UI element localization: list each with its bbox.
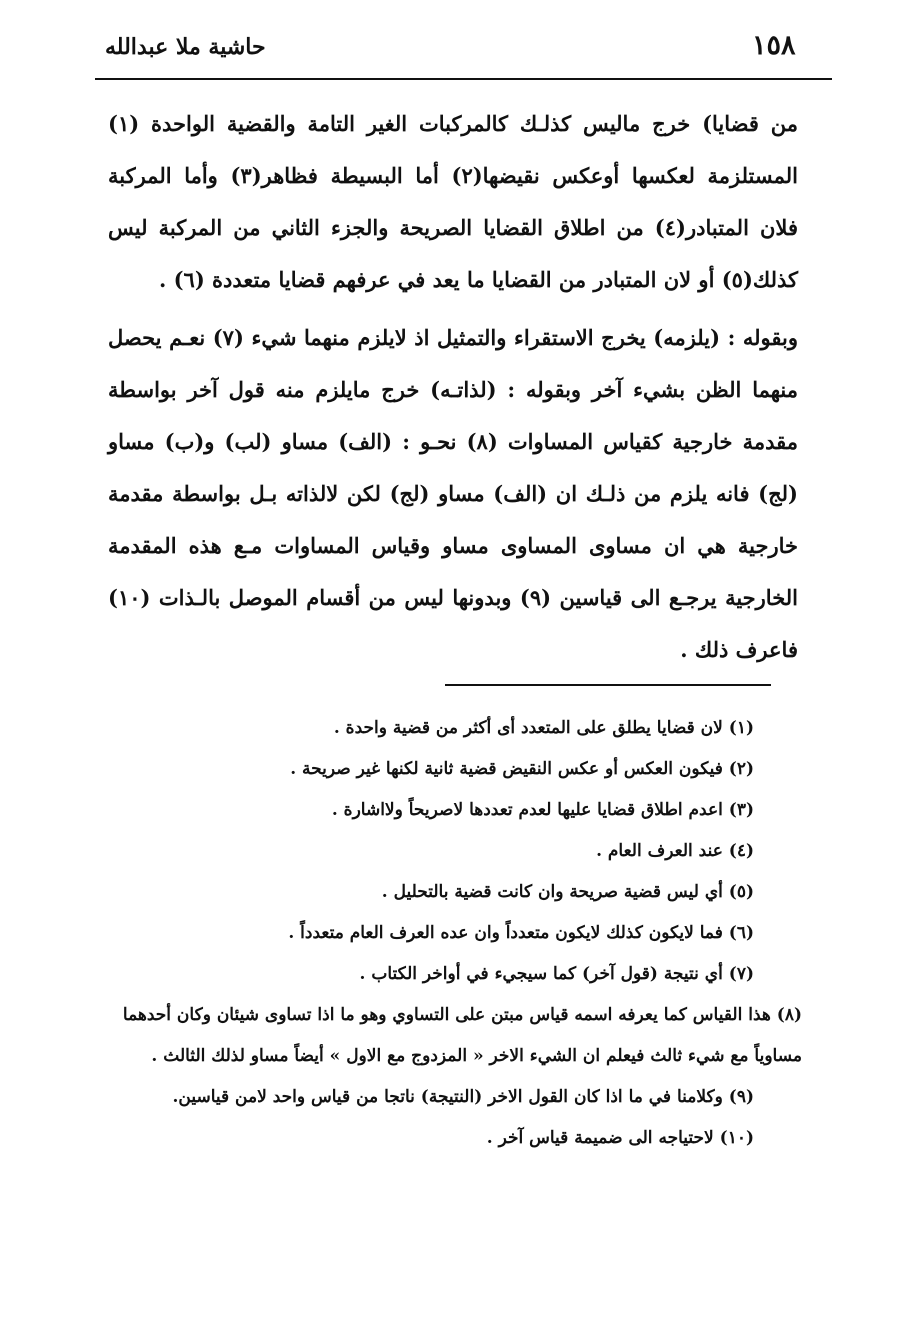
footnote-4: (٤) عند العرف العام . (596, 841, 754, 861)
footnote-separator (445, 684, 771, 686)
header-rule (95, 78, 832, 80)
running-title: حاشية ملا عبدالله (105, 34, 266, 60)
main-text (108, 98, 798, 676)
footnote-7: (٧) أي نتيجة (قول آخر) كما سيجيء في أواخر الكتاب . (359, 964, 754, 984)
footnotes (95, 708, 802, 1159)
footnote-8: (٨) هذا القياس كما يعرفه اسمه قياس مبتن على التساوي وهو ما اذا تساوى شيئان وكان أحدهما مساوياً مع شيء ثالث فيعلم ان الشيء الاخر « المزدوج مع الاول » أيضاً مساو لذلك الثالث . (122, 1005, 802, 1066)
footnote-5: (٥) أي ليس قضية صريحة وان كانت قضية بالتحليل . (381, 882, 754, 902)
footnote-9: (٩) وكلامنا في ما اذا كان القول الاخر (النتيجة) ناتجا من قياس واحد لامن قياسين. (172, 1087, 754, 1107)
page-number: ١٥٨ (752, 30, 796, 61)
paragraph: وبقوله : (يلزمه) يخرج الاستقراء والتمثيل اذ لايلزم منهما شيء (٧) نعـم يحصل منهما الظن بشيء آخر وبقوله : (لذاتـه) خرج مايلزم منه قول آخر بواسطة مقدمة خارجية كقياس المساوات (٨) نحـو : (الف) مساو (لب) و(ب) مساو (لج) فانه يلزم من ذلـك ان (الف) مساو (لج) لكن لالذاته بـل بواسطة مقدمة خارجية هي ان مساوى المساوى مساو وقياس المساوات مـع هذه المقدمة الخارجية يرجـع الى قياسين (٩) وبدونها ليس من أقسام الموصل بالـذات (١٠) فاعرف ذلك . (108, 325, 799, 662)
footnote-2: (٢) فيكون العكس أو عكس النقيض قضية ثانية لكنها غير صريحة . (290, 759, 754, 779)
footnote-6: (٦) فما لايكون كذلك لايكون متعدداً وان عده العرف العام متعدداً . (288, 923, 754, 943)
footnote-1: (١) لان قضايا يطلق على المتعدد أى أكثر من قضية واحدة . (333, 718, 754, 738)
footnote-3: (٣) اعدم اطلاق قضايا عليها لعدم تعددها لاصريحاً ولااشارة . (331, 800, 754, 820)
paragraph: من قضايا) خرج ماليس كذلـك كالمركبات الغير التا‍ﻣﺔ والقضية الواحدة (١) المستلزمة لعكسها أوعكس نقيضها(٢) أما البسيطة فظاهر(٣) وأما المركبة فلان المتبادر(٤) من اطلاق القضايا الصريحة والجزء الثاني من المركبة ليس كذلك(٥) أو لان المتبادر من القضايا ما يعد في عرفهم قضايا متعددة (٦) . (108, 111, 798, 292)
footnote-10: (١٠) لاحتياجه الى ضميمة قياس آخر . (486, 1128, 754, 1148)
